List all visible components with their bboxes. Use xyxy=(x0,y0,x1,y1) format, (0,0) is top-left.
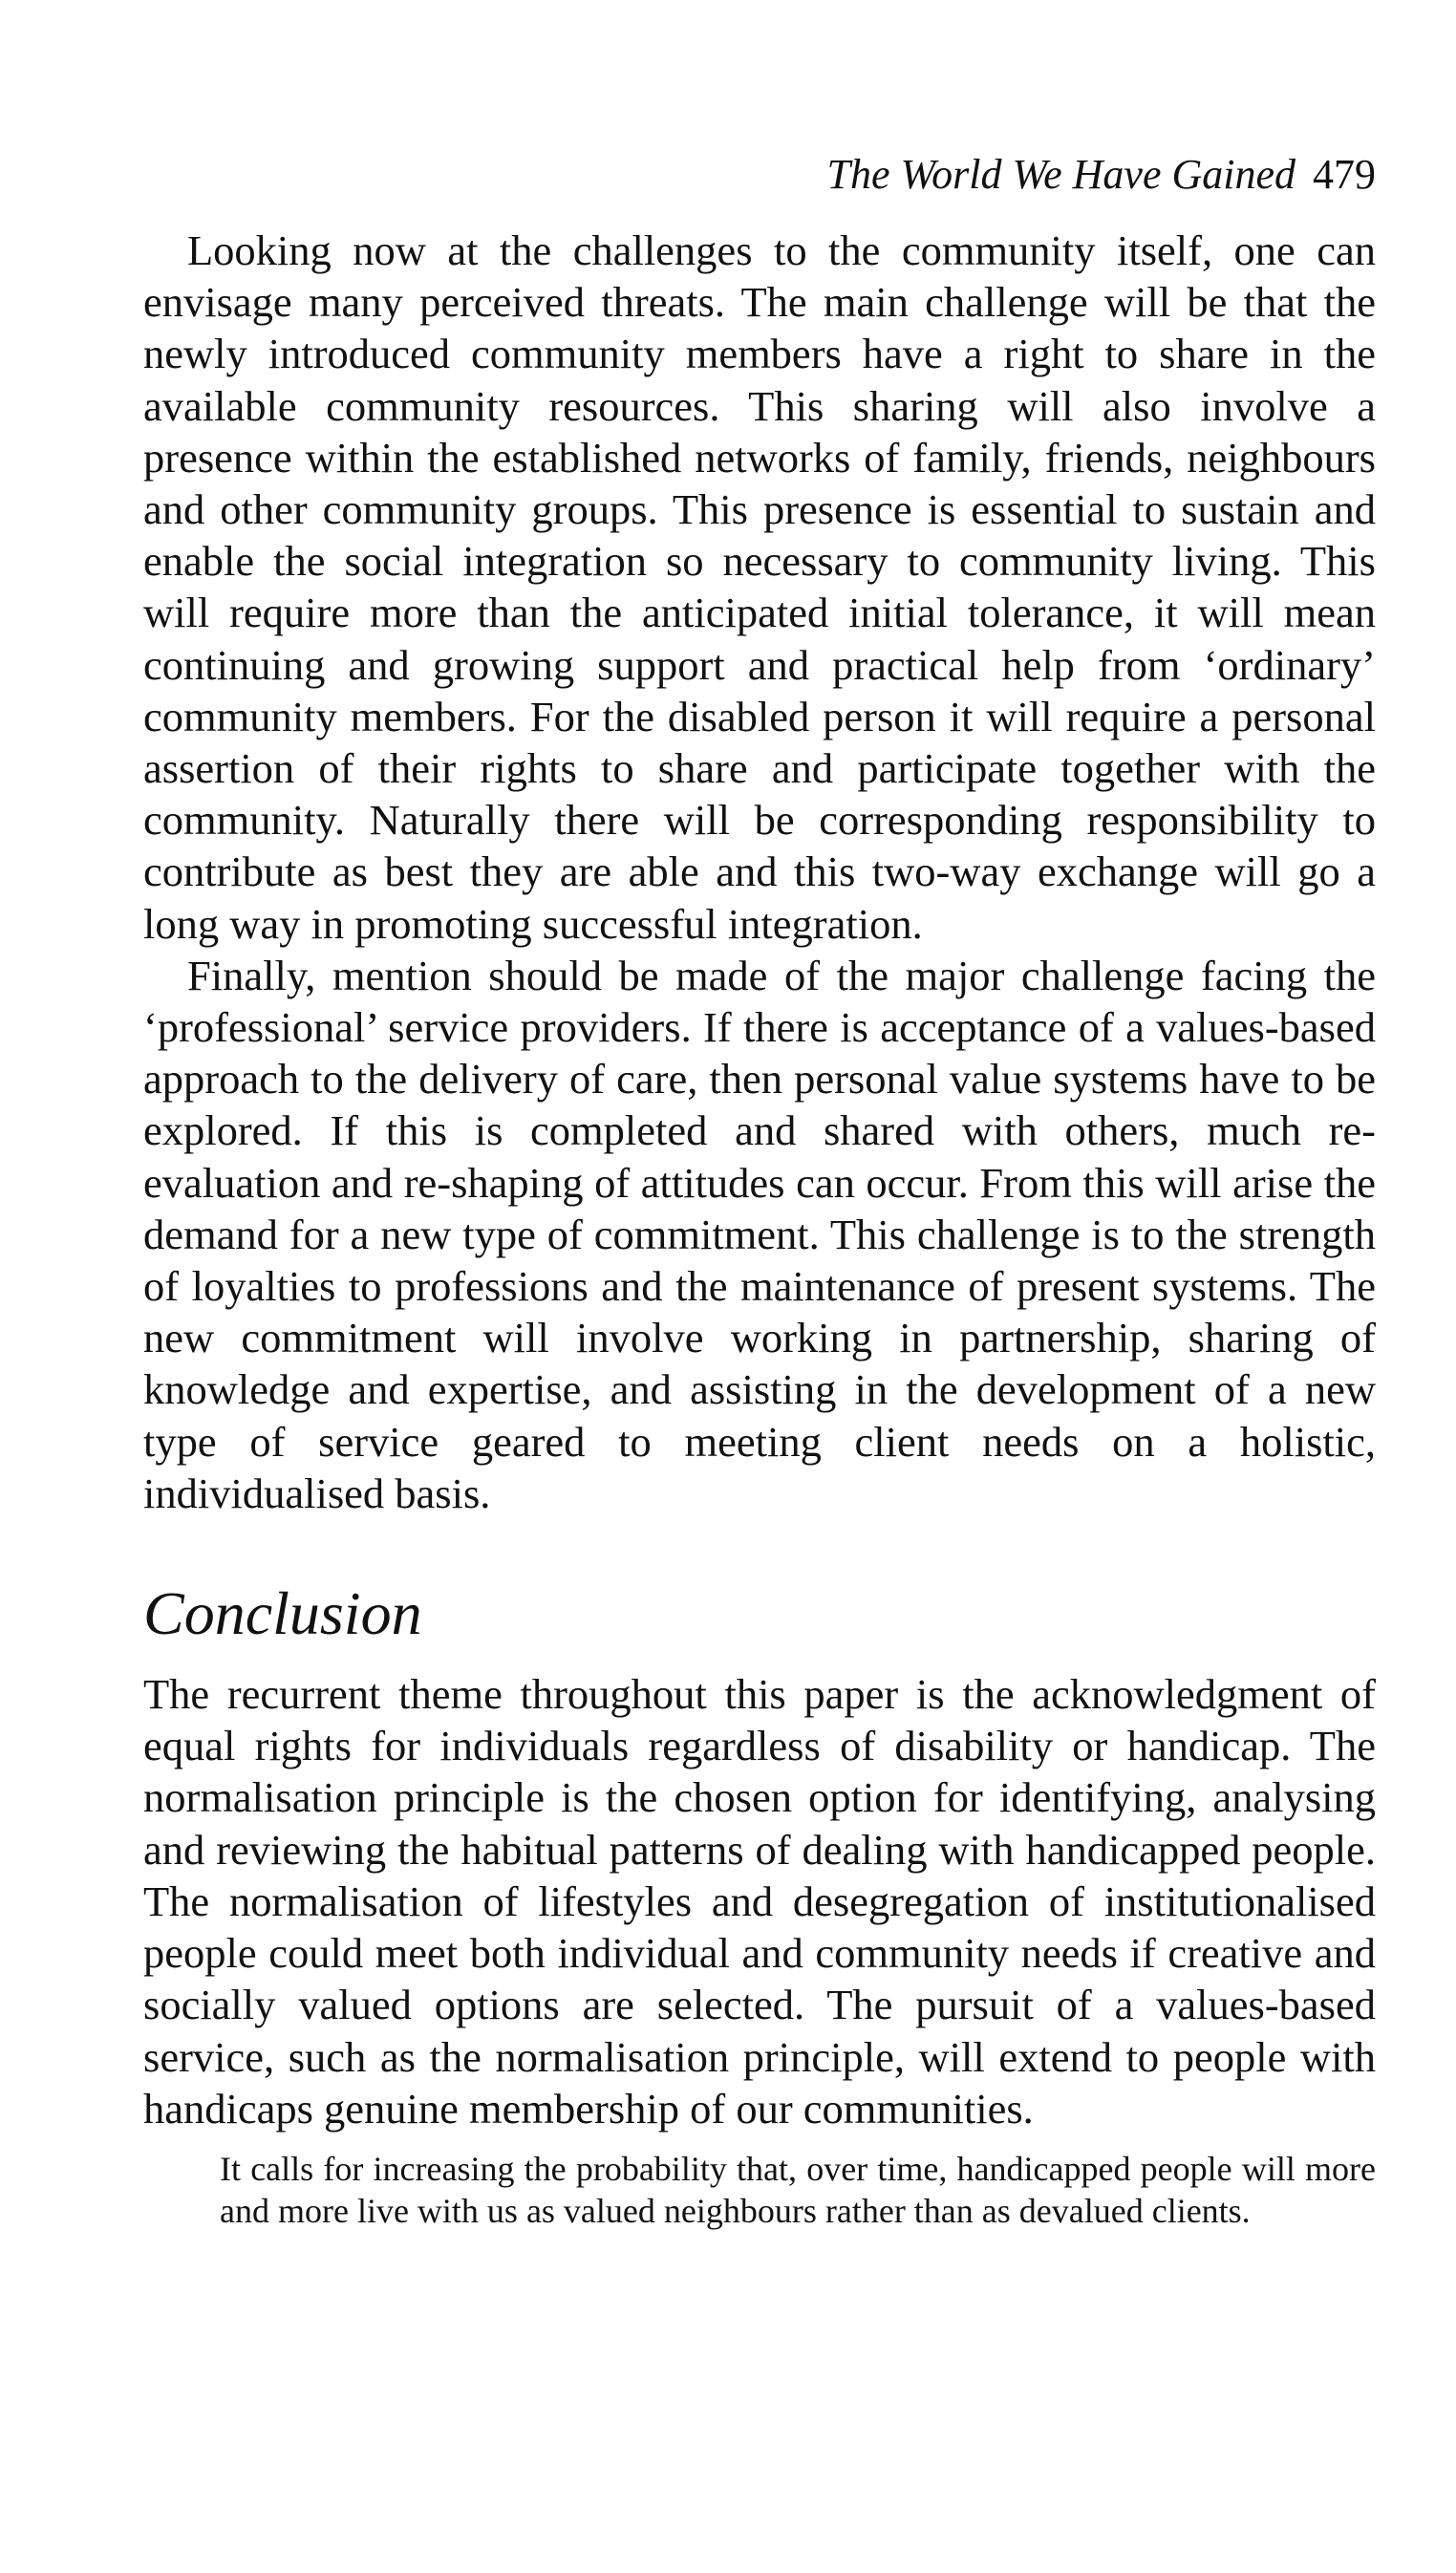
section-heading-conclusion: Conclusion xyxy=(143,1579,422,1648)
block-quote: It calls for increasing the probability that, over time, handicapped people will more and more live with us as valued neighbours rather than as devalued clients. xyxy=(220,2149,1376,2230)
body-paragraph-2: Finally, mention should be made of the major challenge facing the ‘professional’ service providers. If there is acceptance of a values-based approach to the delivery of care, then personal value systems have to be explored. If this is completed and shared with others, much re-evaluation and re-shaping of attitudes can occur. From this will arise the demand for a new type of commitment. This challenge is to the strength of loyalties to professions and the maintenance of present systems. The new commitment will involve working in partnership, sharing of knowledge and expertise, and assisting in the development of a new type of service geared to meeting client needs on a holistic, individualised basis. xyxy=(143,951,1376,1517)
running-head-title: The World We Have Gained xyxy=(826,151,1295,198)
book-page xyxy=(143,143,1376,2484)
page-number: 479 xyxy=(1313,151,1376,198)
body-paragraph-1: Looking now at the challenges to the community itself, one can envisage many perceived threats. The main challenge will be that the newly introduced community members have a right to share in the available community resources. This sharing will also involve a presence within the established networks of family, friends, neighbours and other community groups. This presence is essential to sustain and enable the social integration so necessary to community living. This will require more than the anticipated initial tolerance, it will mean continuing and growing support and practical help from ‘ordinary’ community members. For the disabled person it will require a personal assertion of their rights to share and participate together with the community. Naturally there will be corresponding responsibility to contribute as best they are able and this two-way exchange will go a long way in promoting successful integration. xyxy=(143,226,1376,948)
running-head xyxy=(143,148,1376,202)
conclusion-paragraph: The recurrent theme throughout this paper is the acknowledgment of equal rights for individuals regardless of disability or handicap. The normalisation principle is the chosen option for identifying, analysing and reviewing the habitual patterns of dealing with handicapped people. The normalisation of lifestyles and desegregation of institutionalised people could meet both individual and community needs if creative and socially valued options are selected. The pursuit of a values-based service, such as the normalisation principle, will extend to people with handicaps genuine membership of our communities. xyxy=(143,1670,1376,2133)
